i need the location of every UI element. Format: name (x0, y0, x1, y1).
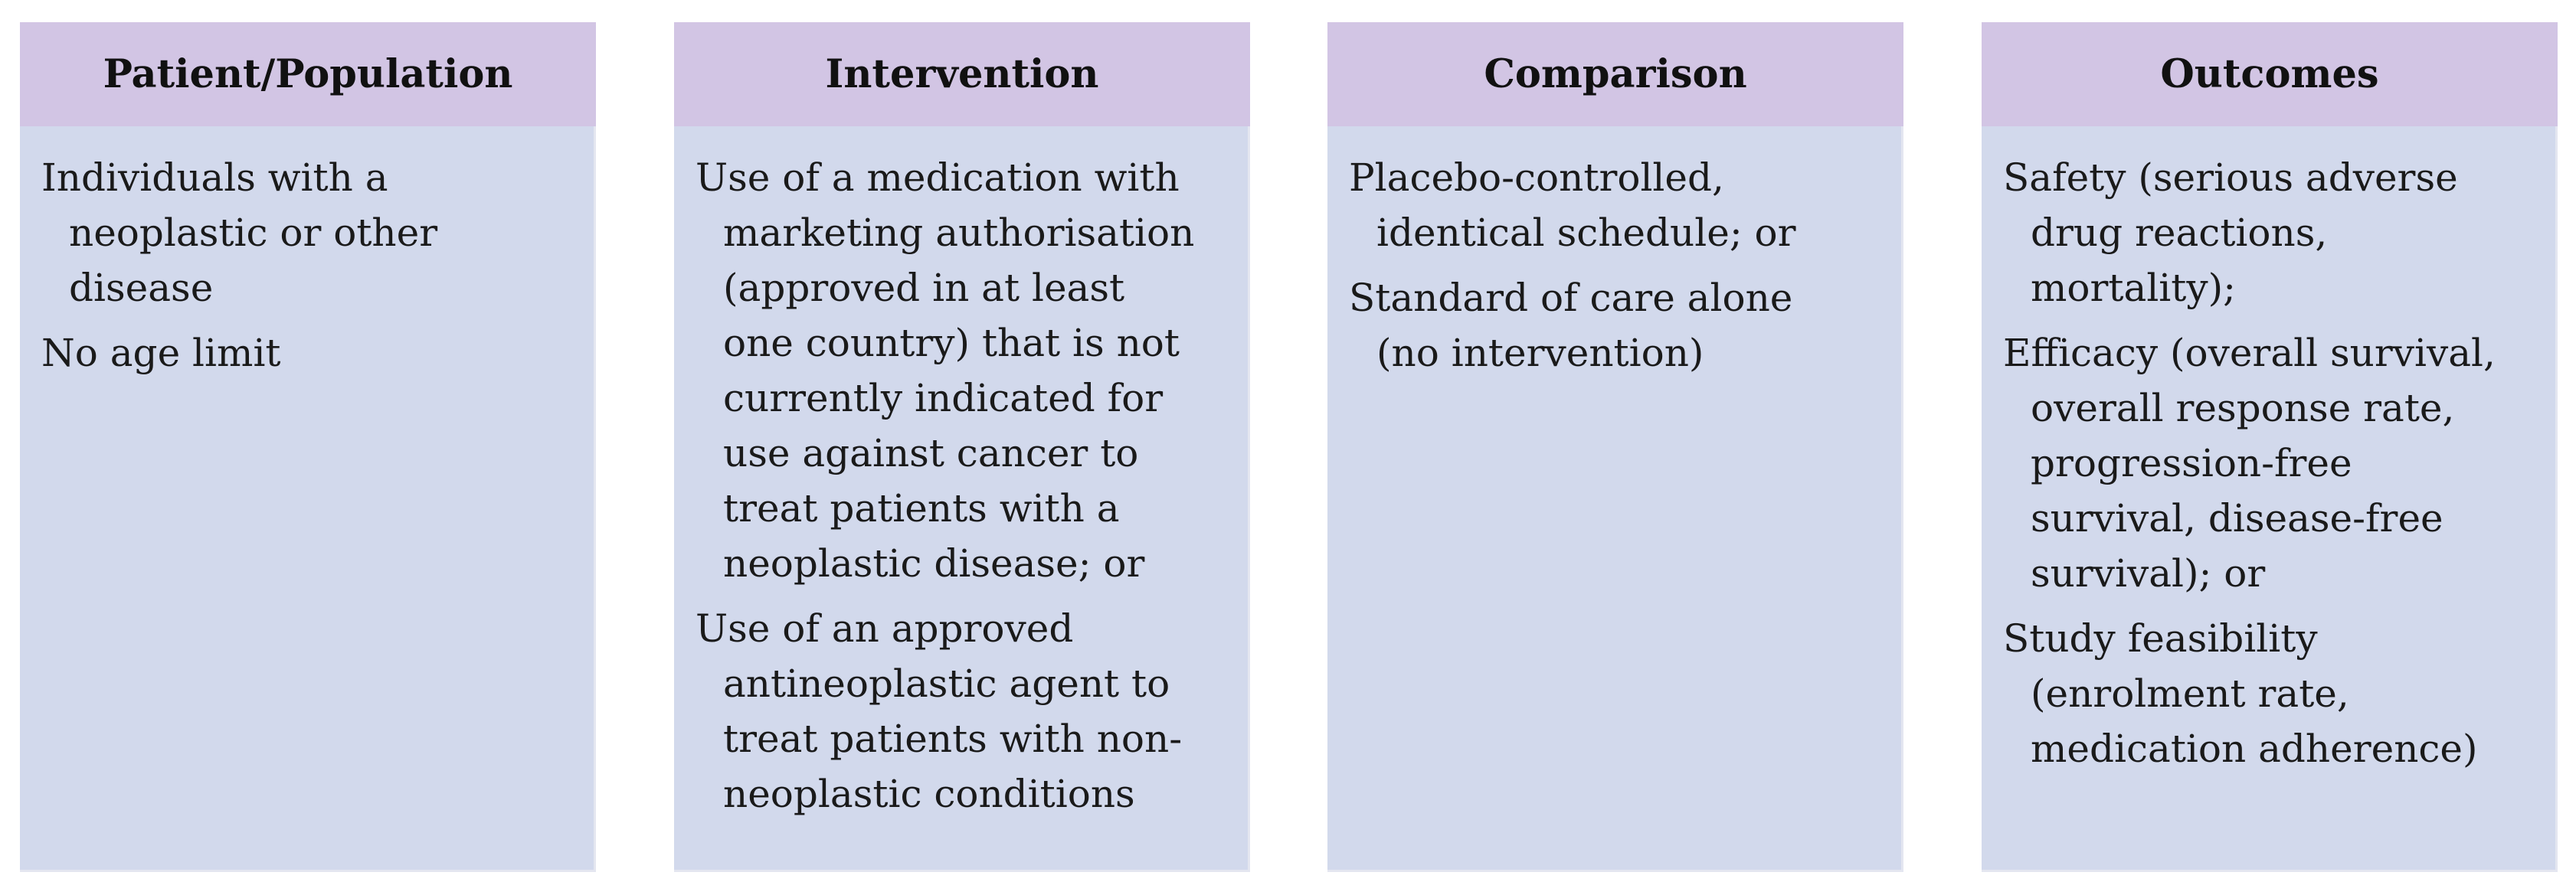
column-header-intervention: Intervention (674, 22, 1250, 126)
list-item: No age limit (41, 331, 281, 375)
list-item: Efficacy (overall survival, overall response rate, progression-free survival, disease-free survival); or (2003, 331, 2496, 596)
column-body-patient-population (41, 150, 589, 390)
column-patient-population (20, 22, 596, 872)
list-item: Use of an approved antineoplastic agent to treat patients with non- neoplastic conditions (696, 606, 1183, 816)
column-intervention (674, 22, 1250, 872)
list-item: Safety (serious adverse drug reactions, mortality); (2003, 155, 2458, 310)
list-item: Study feasibility (enrolment rate, medication adherence) (2003, 616, 2478, 771)
column-header-outcomes: Outcomes (1982, 22, 2558, 126)
column-comparison (1327, 22, 1903, 872)
column-body-comparison (1349, 150, 1897, 390)
column-body-intervention (696, 150, 1243, 831)
list-item: Standard of care alone (no intervention) (1349, 276, 1793, 375)
list-item: Individuals with a neoplastic or other disease (41, 155, 438, 310)
list-item: Use of a medication with marketing authorisation (approved in at least one country) that is not currently indicated for use against cancer to treat patients with a neoplastic disease; or (696, 155, 1195, 586)
column-header-comparison: Comparison (1327, 22, 1903, 126)
column-header-patient-population: Patient/Population (20, 22, 596, 126)
column-body-outcomes (2003, 150, 2551, 786)
list-item: Placebo-controlled, identical schedule; or (1349, 155, 1796, 255)
column-outcomes (1982, 22, 2558, 872)
